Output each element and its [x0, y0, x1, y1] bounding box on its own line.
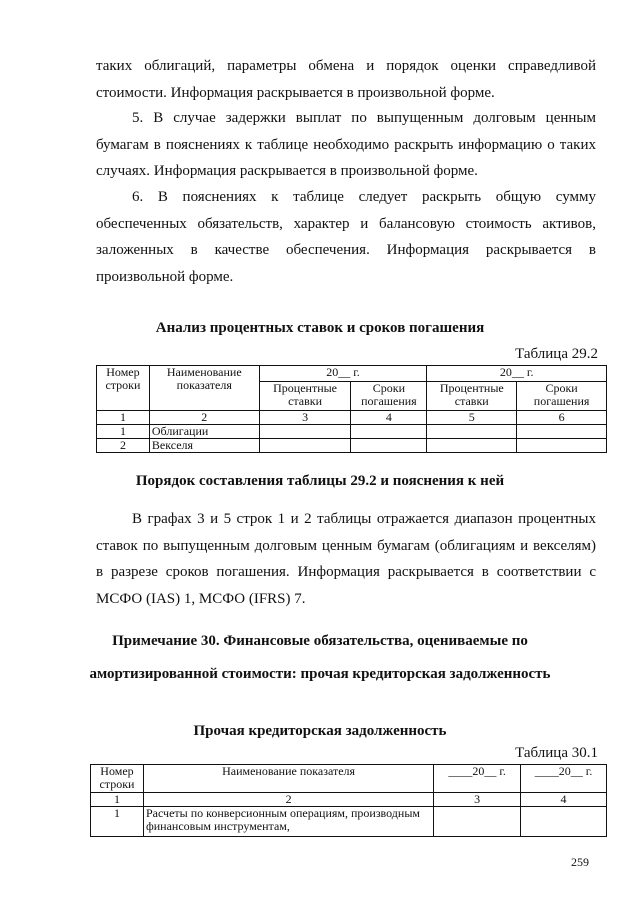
col-terms-1: Сроки погашения: [351, 382, 427, 411]
row-name: Расчеты по конверсионным операциям, производным финансовым инструментам,: [143, 807, 433, 837]
table-30-1: [90, 764, 607, 837]
col-number: 2: [143, 793, 433, 807]
col-number: 4: [351, 411, 427, 425]
row-name: Векселя: [149, 439, 259, 453]
col-year-1: ____20__ г.: [434, 765, 521, 793]
table-cell: [427, 425, 517, 439]
col-number: 5: [427, 411, 517, 425]
heading-note-30-line-1: Примечание 30. Финансовые обязательства, оцениваемые по: [112, 633, 528, 649]
col-number: 3: [434, 793, 521, 807]
table-row: [97, 439, 607, 453]
col-number: 6: [517, 411, 607, 425]
row-name: Облигации: [149, 425, 259, 439]
col-number: 4: [521, 793, 607, 807]
paragraph-5: 5. В случае задержки выплат по выпущенным долговым ценным бумагам в пояснениях к таблице необходимо раскрыть информацию о таких случаях. Информация раскрывается в произвольной форме.: [96, 110, 596, 179]
col-number: 1: [97, 411, 150, 425]
table-cell: [259, 425, 351, 439]
table-cell: [521, 807, 607, 837]
table-cell: [517, 439, 607, 453]
page-number: 259: [571, 855, 589, 869]
col-rates-1: Процентные ставки: [259, 382, 351, 411]
col-row-number: Номер строки: [91, 765, 144, 793]
col-indicator-name: Наименование показателя: [149, 366, 259, 411]
col-year-2: ____20__ г.: [521, 765, 607, 793]
row-number: 1: [91, 807, 144, 837]
table-cell: [434, 807, 521, 837]
col-number: 2: [149, 411, 259, 425]
paragraph-continuation: таких облигаций, параметры обмена и порядок оценки справедливой стоимости. Информация раскрывается в произвольной форме.: [96, 58, 596, 101]
row-number: 1: [97, 425, 150, 439]
table-30-caption: Таблица 30.1: [515, 745, 598, 761]
paragraph-graphs: В графах 3 и 5 строк 1 и 2 таблицы отражается диапазон процентных ставок по выпущенным долговым ценным бумагам (облигациям и векселям) в разрезе сроков погашения. Информация раскрывается в соответствии с МСФО (IAS) 1, МСФО (IFRS) 7.: [96, 511, 596, 607]
col-rates-2: Процентные ставки: [427, 382, 517, 411]
col-indicator-name: Наименование показателя: [143, 765, 433, 793]
col-number: 3: [259, 411, 351, 425]
col-year-2: 20__ г.: [427, 366, 607, 382]
col-number: 1: [91, 793, 144, 807]
table-cell: [259, 439, 351, 453]
table-row: [97, 425, 607, 439]
heading-procedure: Порядок составления таблицы 29.2 и пояснения к ней: [135, 473, 505, 489]
paragraph-6: 6. В пояснениях к таблице следует раскрыть общую сумму обеспеченных обязательств, характер и балансовую стоимость активов, заложенных в качестве обеспечения. Информация раскрывается в произвольной форме.: [96, 189, 596, 285]
table-row: [91, 807, 607, 837]
table-cell: [427, 439, 517, 453]
table-29-caption: Таблица 29.2: [515, 346, 598, 362]
table-29-2: [96, 365, 607, 453]
table-cell: [351, 439, 427, 453]
heading-analysis: Анализ процентных ставок и сроков погашения: [155, 320, 485, 336]
table-cell: [351, 425, 427, 439]
row-number: 2: [97, 439, 150, 453]
heading-note-30-line-2: амортизированной стоимости: прочая кредиторская задолженность: [89, 666, 551, 682]
col-row-number: Номер строки: [97, 366, 150, 411]
table-cell: [517, 425, 607, 439]
col-terms-2: Сроки погашения: [517, 382, 607, 411]
col-year-1: 20__ г.: [259, 366, 427, 382]
heading-other-payables: Прочая кредиторская задолженность: [193, 723, 447, 739]
